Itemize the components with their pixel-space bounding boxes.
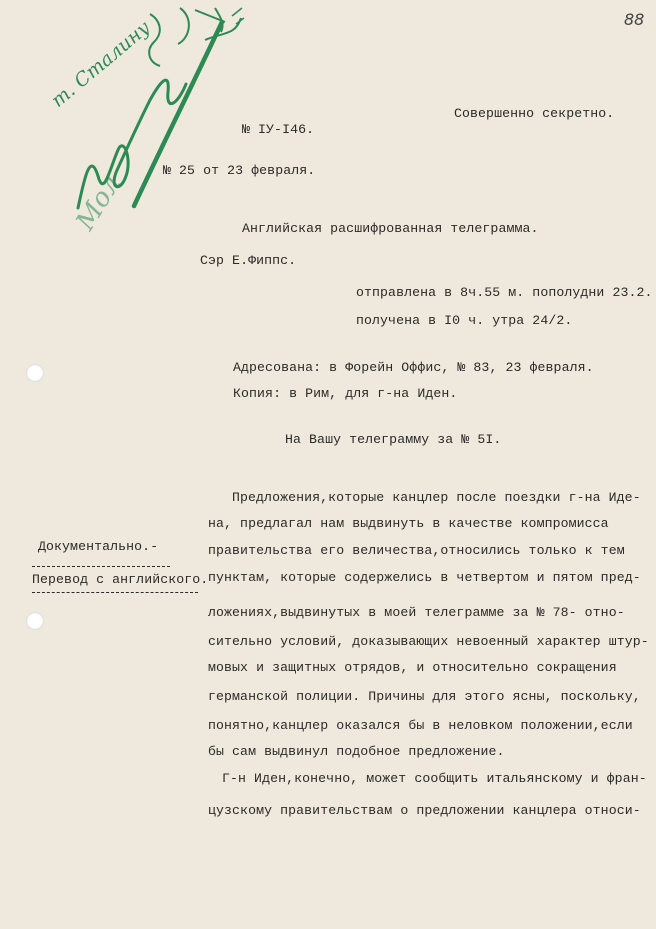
reply-reference: На Вашу телеграмму за № 5I. — [285, 432, 502, 447]
handwritten-date-mark — [232, 8, 244, 24]
sent-time: отправлена в 8ч.55 м. пополудни 23.2. — [356, 285, 653, 300]
copy-to: Копия: в Рим, для г-на Иден. — [233, 386, 458, 401]
body-line: Предложения,которые канцлер после поездки г-на Иде- — [232, 490, 641, 505]
body-line: Г-н Иден,конечно, может сообщить итальянскому и фран- — [222, 771, 647, 786]
handwritten-scribble-top — [149, 8, 241, 66]
margin-note-underline-2 — [32, 592, 198, 593]
reference-number: № 25 от 23 февраля. — [163, 163, 316, 178]
margin-note-documentary: Документально.- — [38, 539, 159, 554]
sender-name: Сэр Е.Фиппс. — [200, 253, 297, 268]
handwritten-note-text: т. Сталину — [47, 16, 155, 112]
signature-text: Мол — [70, 169, 128, 236]
body-line: понятно,канцлер оказался бы в неловком положении,если — [208, 718, 633, 733]
body-line: бы сам выдвинул подобное предложение. — [208, 744, 505, 759]
margin-note-underline-1 — [32, 566, 170, 567]
page-number: 88 — [624, 10, 645, 29]
margin-note-translation: Перевод с английского. — [32, 572, 209, 587]
body-line: правительства его величества,относились только к тем — [208, 543, 625, 558]
body-line: ложениях,выдвинутых в моей телеграмме за № 78- отно- — [208, 605, 625, 620]
body-line: сительно условий, доказывающих невоенный характер штур- — [208, 634, 649, 649]
body-line: германской полиции. Причины для этого ясны, поскольку, — [208, 689, 641, 704]
signature-stroke — [134, 22, 222, 206]
body-line: пунктам, которые содержелись в четвертом и пятом пред- — [208, 570, 641, 585]
addressed-to: Адресована: в Форейн Оффис, № 83, 23 февраля. — [233, 360, 594, 375]
document-title: Английская расшифрованная телеграмма. — [242, 221, 539, 236]
body-line: на, предлагал нам выдвинуть в качестве компромисса — [208, 516, 609, 531]
body-line: мовых и защитных отрядов, и относительно сокращения — [208, 660, 617, 675]
body-line: цузскому правительствам о предложении канцлера относи- — [208, 803, 641, 818]
received-time: получена в I0 ч. утра 24/2. — [356, 313, 573, 328]
document-number: № IУ-I46. — [242, 122, 315, 137]
classification-label: Совершенно секретно. — [454, 106, 615, 121]
